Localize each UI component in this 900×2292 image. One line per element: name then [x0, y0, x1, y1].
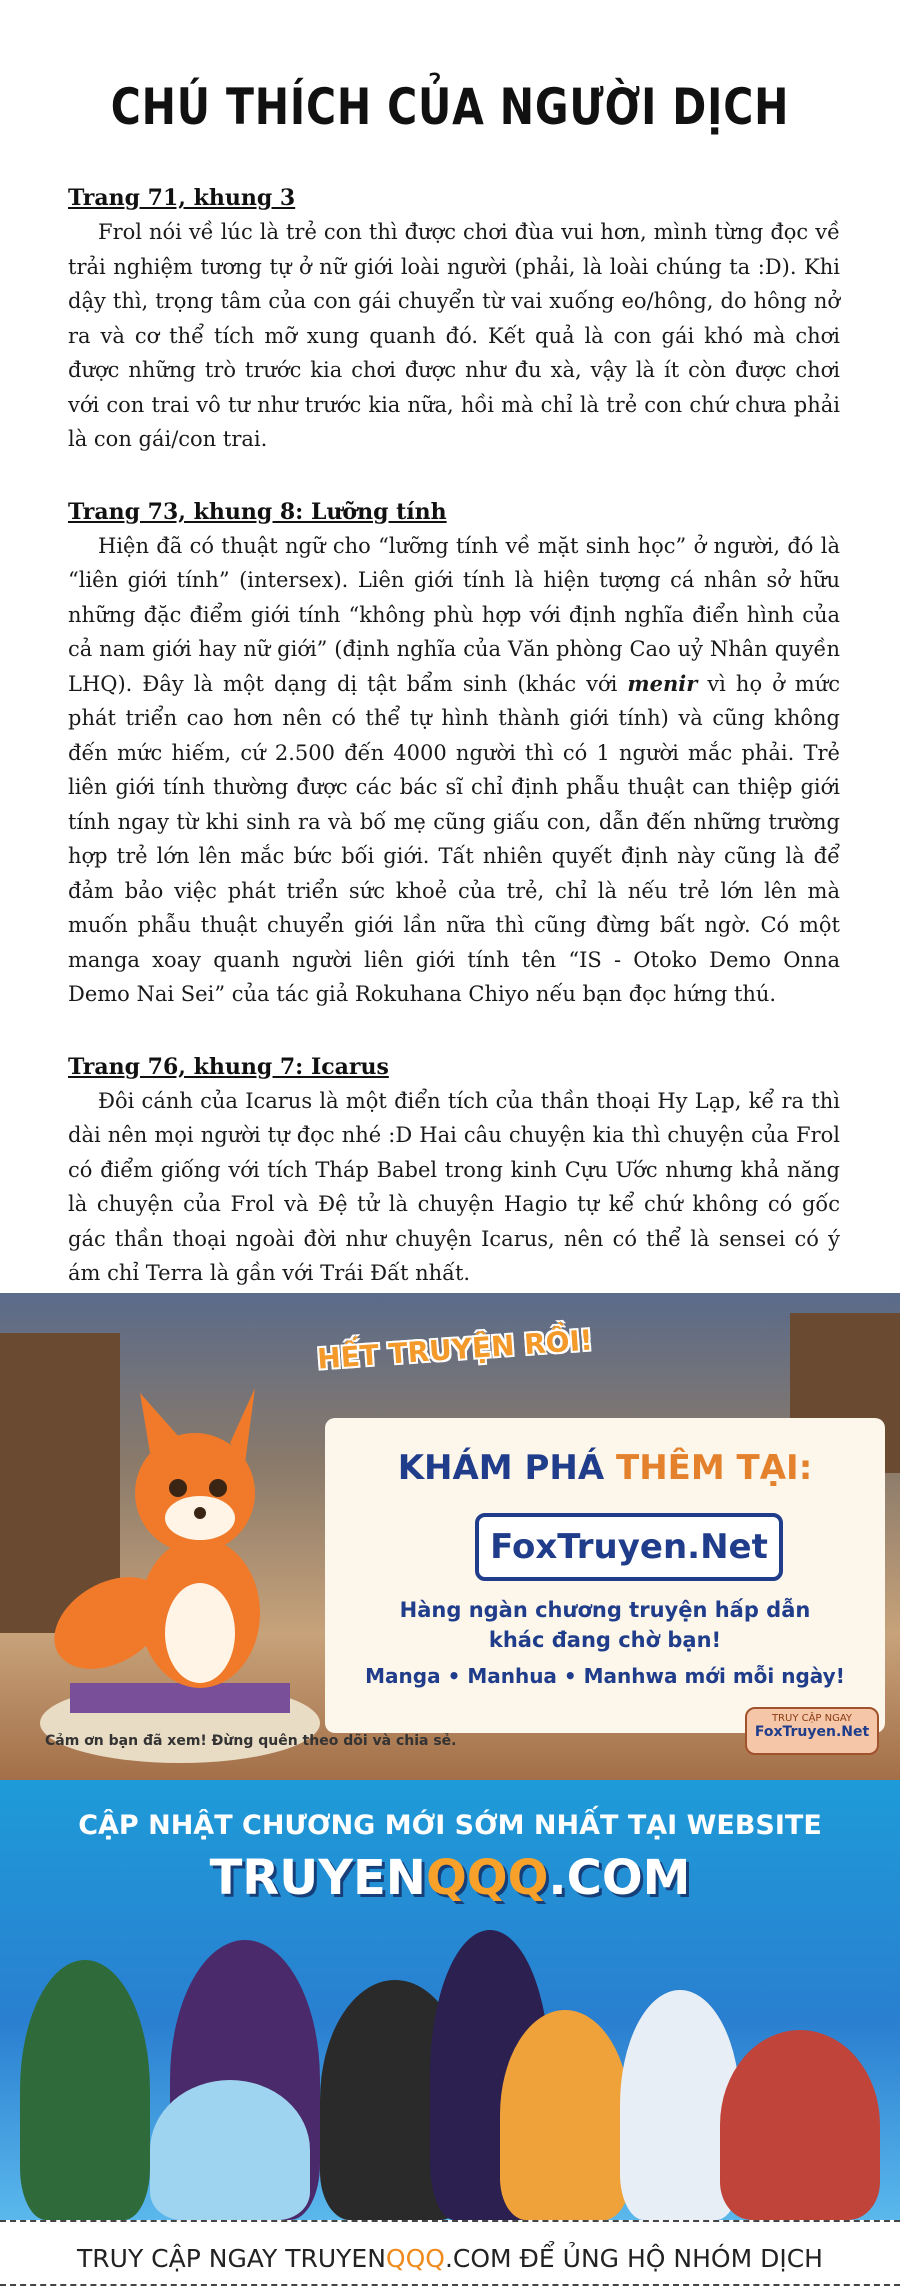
page-title: CHÚ THÍCH CỦA NGƯỜI DỊCH [110, 78, 790, 136]
promo-title-accent: THÊM TẠI: [616, 1448, 813, 1488]
footer-text-accent: QQQ [385, 2244, 445, 2273]
footer-text-part: TRUY CẬP NGAY TRUYEN [77, 2244, 386, 2273]
thanks-text: Cảm ơn bạn đã xem! Đừng quên theo dõi và chia sẻ. [45, 1733, 457, 1749]
banner-heading: HẾT TRUYỆN RỒI! [316, 1323, 594, 1376]
promo-card [325, 1418, 885, 1733]
note-emphasis: menir [627, 670, 698, 696]
fox-mascot-icon [30, 1373, 330, 1773]
promo-line: Hàng ngàn chương truyện hấp dẫn [399, 1598, 811, 1622]
footer-bar[interactable] [0, 2220, 900, 2292]
cta-big-label: FoxTruyen.Net [754, 1724, 870, 1740]
note-heading: Trang 71, khung 3 [68, 185, 296, 211]
note-text-part: vì họ ở mức phát triển cao hơn nên có thể tự hình thành giới tính) và cũng không đến mức hiếm, cứ 2.500 đến 4000 người thì có 1 người mắc phải. Trẻ liên giới tính thường được các bác sĩ chỉ định phẫu thuật can thiệp giới tính ngay từ khi sinh ra và bố mẹ cũng giấu con, dẫn đến những trường hợp trẻ lớn lên mắc bức bối giới. Tất nhiên quyết định này cũng là để đảm bảo việc phát triển sức khoẻ của trẻ, chỉ là nếu trẻ lớn lên mà muốn phẫu thuật chuyển giới lần nữa thì cũng đừng bất ngờ. Có một manga xoay quanh người liên giới tính tên “IS - Otoko Demo Onna Demo Nai Sei” của tác giả Rokuhana Chiyo nếu bạn đọc hứng thú. [68, 671, 840, 1006]
note-heading: Trang 73, khung 8: Lưỡng tính [68, 498, 447, 525]
update-text: CẬP NHẬT CHƯƠNG MỚI SỚM NHẤT TẠI WEBSITE [78, 1810, 822, 1841]
foxtruyen-banner[interactable] [0, 1293, 900, 1780]
site-name[interactable]: FoxTruyen.Net [475, 1513, 783, 1581]
anime-character-illustration [720, 2030, 880, 2220]
footer-text-part: .COM ĐỂ ỦNG HỘ NHÓM DỊCH [444, 2244, 823, 2273]
divider [0, 2284, 900, 2286]
note-page-76 [68, 1054, 840, 1291]
promo-line: Manga • Manhua • Manhwa mới mỗi ngày! [365, 1664, 845, 1688]
cta-small-label: TRUY CẬP NGAY [771, 1713, 853, 1724]
site-logo-part: .COM [548, 1850, 691, 1906]
footer-text [0, 2244, 900, 2273]
note-heading: Trang 76, khung 7: Icarus [68, 1053, 389, 1080]
note-text: Đôi cánh của Icarus là một điển tích của thần thoại Hy Lạp, kể ra thì dài nên mọi người tự đọc nhé :D Hai câu chuyện kia thì chuyện của Frol có điểm giống với tích Tháp Babel trong kinh Cựu Ước nhưng khả năng là chuyện của Frol và Đệ tử là chuyện Hagio tự kể chứ không có gốc gác thần thoại ngoài đời như chuyện Icarus, nên có thể là sensei có ý ám chỉ Terra là gần với Trái Đất nhất. [68, 1088, 840, 1285]
note-text-part: Hiện đã có thuật ngữ cho “lưỡng tính về mặt sinh học” ở người, đó là “liên giới tính” (intersex). Liên giới tính là hiện tượng cá nhân sở hữu những đặc điểm giới tính “không phù hợp với định nghĩa điển hình của cả nam giới hay nữ giới” (định nghĩa của Văn phòng Cao uỷ Nhân quyền LHQ). Đây là một dạng dị tật bẩm sinh (khác với [68, 533, 840, 696]
note-text [68, 529, 840, 1012]
anime-character-illustration [20, 1960, 150, 2220]
site-logo-part: TRUYEN [209, 1850, 426, 1906]
translator-notes [68, 185, 840, 1333]
truyenqqq-banner[interactable] [0, 1780, 900, 2220]
note-page-71 [68, 185, 840, 457]
promo-line: khác đang chờ bạn! [488, 1628, 722, 1652]
note-text: Frol nói về lúc là trẻ con thì được chơi đùa vui hơn, mình từng đọc về trải nghiệm tương tự ở nữ giới loài người (phải, là loài chúng ta :D). Khi dậy thì, trọng tâm của con gái chuyển từ vai xuống eo/hông, do hông nở ra và cơ thể tích mỡ xung quanh đó. Kết quả là con gái khó mà chơi được những trò trước kia chơi được như đu xà, vậy là ít còn được chơi với con trai vô tư như trước kia nữa, hồi mà chỉ là trẻ con chứ chưa phải là con gái/con trai. [68, 220, 840, 451]
visit-now-button[interactable] [745, 1707, 879, 1755]
site-logo-accent: QQQ [425, 1850, 549, 1906]
site-logo [0, 1850, 900, 1906]
promo-title-part: KHÁM PHÁ [397, 1448, 616, 1488]
promo-title [325, 1448, 885, 1488]
anime-character-illustration [500, 2010, 630, 2220]
note-page-73 [68, 499, 840, 1012]
anime-character-illustration [150, 2080, 310, 2220]
